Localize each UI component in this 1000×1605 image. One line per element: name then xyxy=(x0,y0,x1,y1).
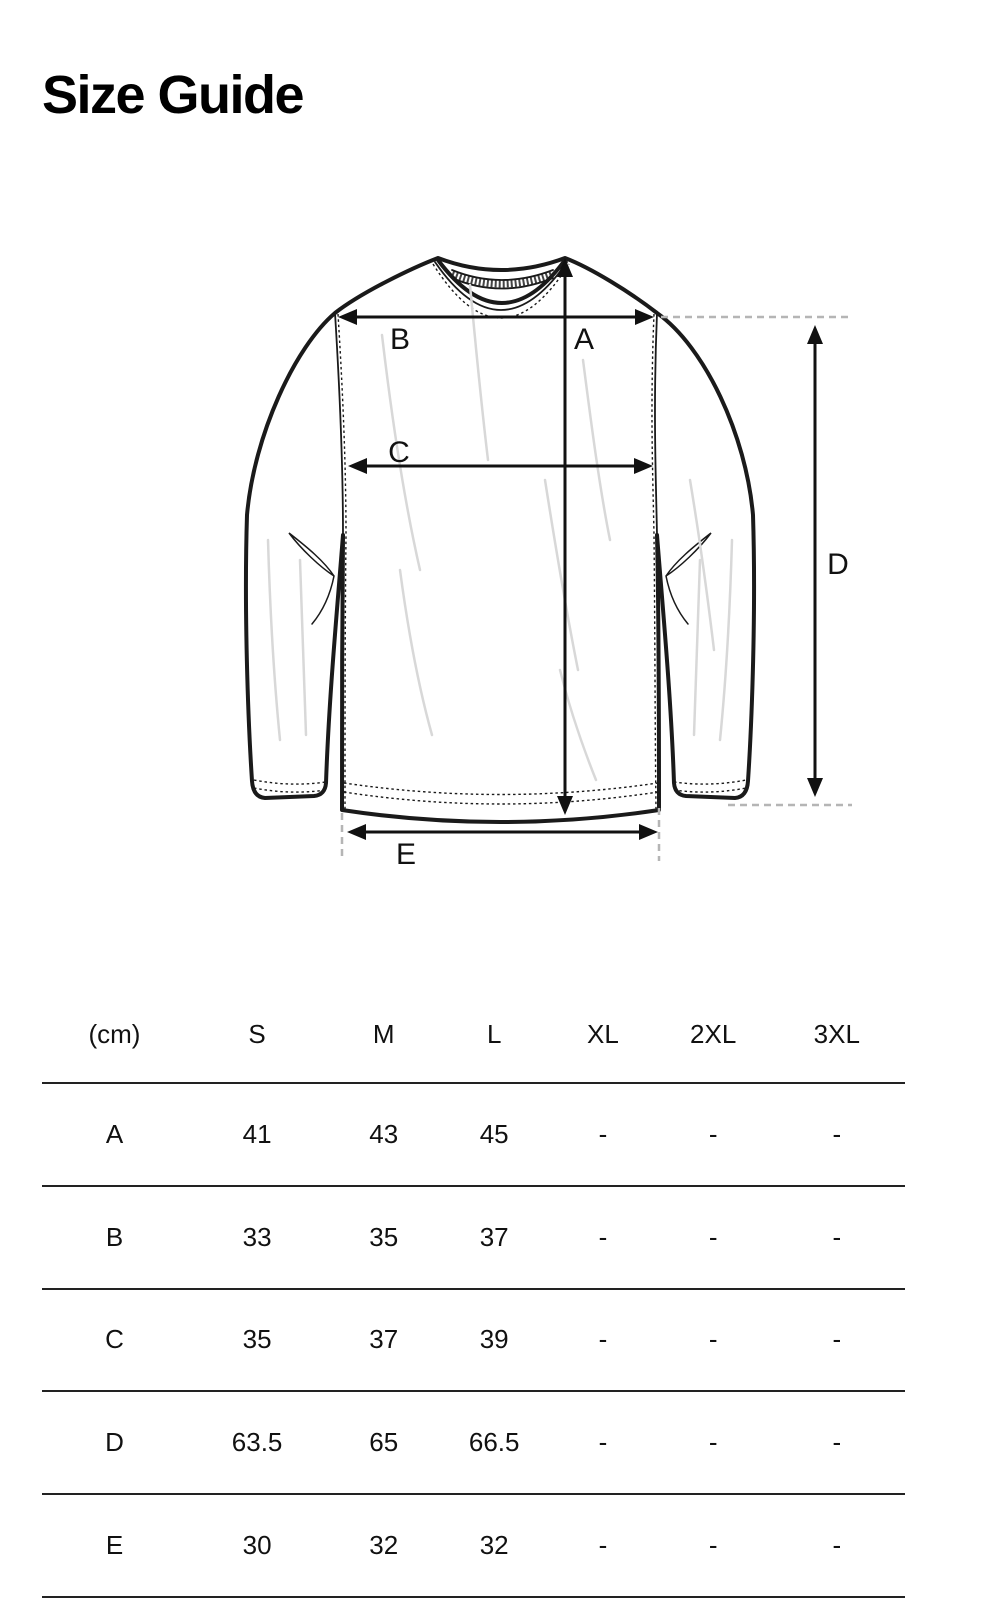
cell-value: - xyxy=(832,1530,842,1561)
dim-label-b: B xyxy=(389,323,411,356)
cell-value: - xyxy=(708,1530,718,1561)
unit-header: (cm) xyxy=(88,1018,141,1049)
table-row-e xyxy=(42,1495,905,1598)
row-label: A xyxy=(105,1118,124,1149)
cell-value: - xyxy=(598,1324,608,1355)
cell-value: - xyxy=(598,1427,608,1458)
cell-value: 66.5 xyxy=(468,1427,520,1458)
col-header-s: S xyxy=(248,1018,266,1049)
row-label: B xyxy=(105,1221,124,1252)
dim-arrow-d xyxy=(807,325,849,797)
row-label: C xyxy=(105,1324,124,1355)
cell-value: - xyxy=(708,1118,718,1149)
dim-label-d: D xyxy=(827,548,849,581)
shirt-outline xyxy=(246,258,754,822)
cell-value: - xyxy=(598,1221,608,1252)
dim-label-c: C xyxy=(388,436,410,469)
table-row-d xyxy=(42,1392,905,1495)
cell-value: - xyxy=(598,1118,608,1149)
cell-value: 37 xyxy=(369,1324,399,1355)
cell-value: 30 xyxy=(242,1530,272,1561)
cell-value: 35 xyxy=(242,1324,272,1355)
cell-value: 43 xyxy=(369,1118,399,1149)
cell-value: 63.5 xyxy=(231,1427,283,1458)
cell-value: - xyxy=(832,1427,842,1458)
col-header-m: M xyxy=(372,1018,395,1049)
dim-label-e: E xyxy=(395,838,417,871)
cell-value: - xyxy=(832,1118,842,1149)
col-header-2xl: 2XL xyxy=(690,1018,737,1049)
dim-label-a: A xyxy=(573,323,595,356)
cell-value: - xyxy=(708,1221,718,1252)
cell-value: - xyxy=(708,1324,718,1355)
cell-value: - xyxy=(832,1221,842,1252)
dim-arrow-e xyxy=(347,824,658,871)
cell-value: - xyxy=(598,1530,608,1561)
cell-value: 32 xyxy=(479,1530,509,1561)
table-row-c xyxy=(42,1290,905,1393)
cell-value: 41 xyxy=(242,1118,272,1149)
cell-value: 39 xyxy=(479,1324,509,1355)
row-label: D xyxy=(105,1427,124,1458)
cell-value: 45 xyxy=(479,1118,509,1149)
col-header-xl: XL xyxy=(587,1018,619,1049)
cell-value: - xyxy=(832,1324,842,1355)
cell-value: 37 xyxy=(479,1221,509,1252)
page-title: Size Guide xyxy=(42,65,304,125)
table-row-b xyxy=(42,1187,905,1290)
table-row-a xyxy=(42,1084,905,1187)
cell-value: 65 xyxy=(369,1427,399,1458)
size-table xyxy=(42,986,905,1598)
size-table-header xyxy=(42,986,905,1084)
col-header-3xl: 3XL xyxy=(813,1018,860,1049)
cell-value: 33 xyxy=(242,1221,272,1252)
shirt-diagram xyxy=(0,180,1000,880)
cell-value: - xyxy=(708,1427,718,1458)
cell-value: 32 xyxy=(369,1530,399,1561)
row-label: E xyxy=(105,1530,124,1561)
col-header-l: L xyxy=(486,1018,502,1049)
cell-value: 35 xyxy=(369,1221,399,1252)
